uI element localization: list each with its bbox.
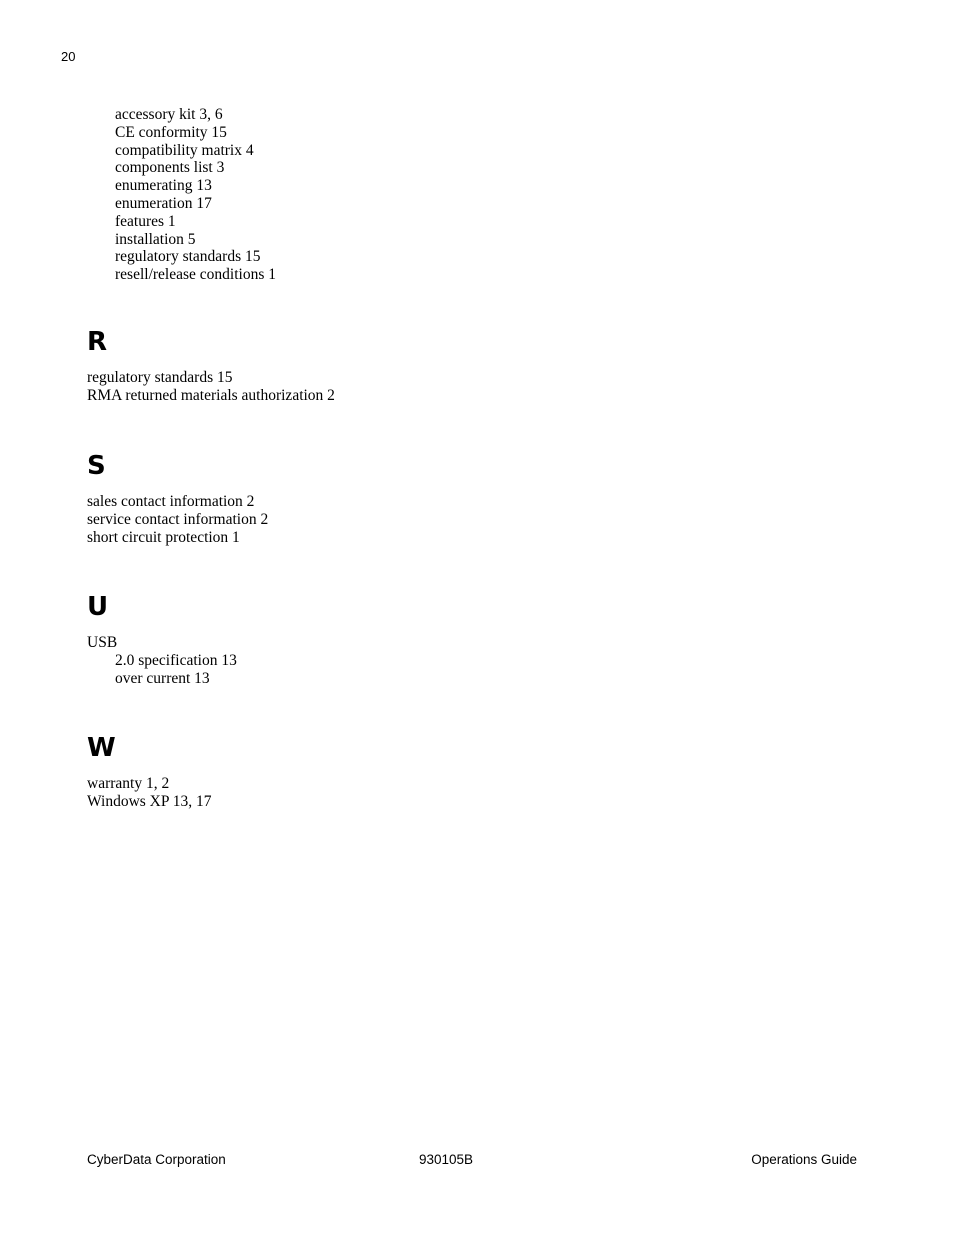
section-letter: W <box>87 733 116 763</box>
index-entry: service contact information 2 <box>87 510 269 528</box>
index-continued-subentries <box>115 106 276 284</box>
page-number: 20 <box>61 49 76 64</box>
footer-document-number: 930105B <box>419 1152 474 1167</box>
index-section-s <box>87 451 268 546</box>
index-entry: RMA returned materials authorization 2 <box>87 386 335 404</box>
index-subentry: CE conformity 15 <box>115 123 227 141</box>
index-section-u <box>87 592 237 687</box>
index-entry: sales contact information 2 <box>87 493 255 510</box>
index-subentry: components list 3 <box>115 159 225 177</box>
index-subentry: features 1 <box>115 212 176 230</box>
section-entries <box>87 634 237 687</box>
index-entry: USB <box>87 634 118 651</box>
section-letter: R <box>87 327 108 357</box>
index-section-w <box>87 733 212 811</box>
index-subentry: regulatory standards 15 <box>115 248 261 266</box>
index-section-r <box>87 327 335 405</box>
index-entry: warranty 1, 2 <box>87 775 170 792</box>
section-letter: S <box>87 451 106 481</box>
index-subentry: installation 5 <box>115 230 196 248</box>
footer-document-title: Operations Guide <box>751 1152 857 1167</box>
index-subentry: enumeration 17 <box>115 194 212 212</box>
index-subentry: compatibility matrix 4 <box>115 141 254 159</box>
index-entry: short circuit protection 1 <box>87 528 240 546</box>
index-entry: Windows XP 13, 17 <box>87 792 212 810</box>
footer-company: CyberData Corporation <box>87 1152 226 1167</box>
index-subentry: resell/release conditions 1 <box>115 266 276 284</box>
index-subentry: accessory kit 3, 6 <box>115 106 223 123</box>
section-entries <box>87 493 268 546</box>
index-subentry: over current 13 <box>115 669 210 687</box>
index-entry: regulatory standards 15 <box>87 369 233 386</box>
index-subentry: enumerating 13 <box>115 177 212 195</box>
section-entries <box>87 775 212 811</box>
section-letter: U <box>87 592 109 622</box>
section-entries <box>87 369 335 405</box>
index-subentry: 2.0 specification 13 <box>115 651 237 669</box>
